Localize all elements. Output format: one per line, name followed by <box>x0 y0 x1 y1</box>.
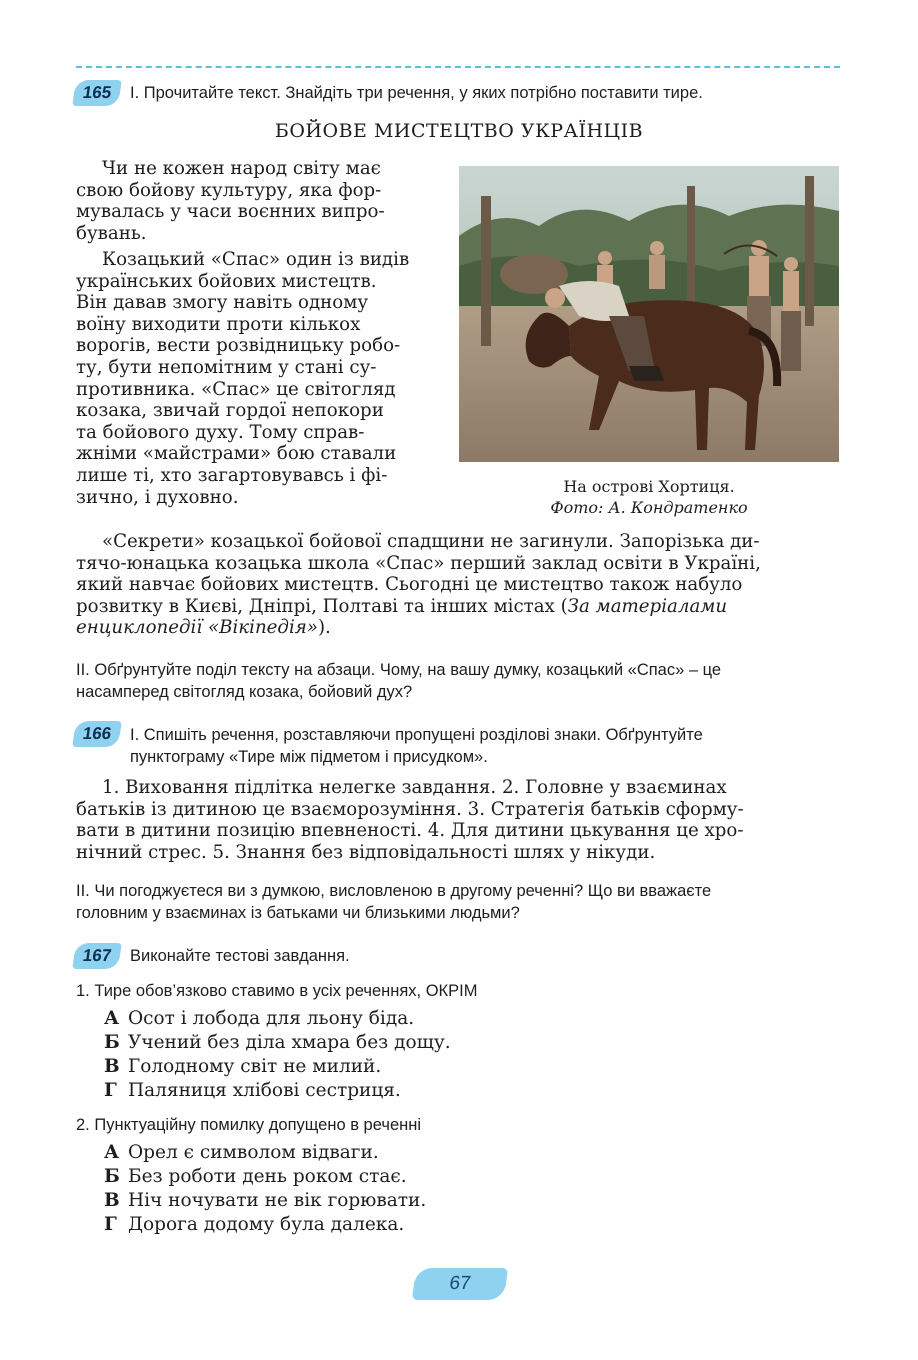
option-text: Орел є символом відваги. <box>128 1142 379 1163</box>
answer-option <box>104 1008 414 1030</box>
p2-line: українських бойових мистецтв. <box>76 270 377 292</box>
photo-caption: На острові Хортиця. <box>563 477 735 496</box>
task-line: ІІ. Обґрунтуйте поділ тексту на абзаци. Чому, на вашу думку, козацький «Спас» – це <box>76 661 722 679</box>
option-text: Голодному світ не милий. <box>128 1056 382 1077</box>
sentence-line: вати в дитини позицію впевненості. 4. Для дитини цькування це хро- <box>76 820 744 842</box>
task-line: насамперед світогляд козака, бойовий дух? <box>76 683 413 701</box>
p2-line: Козацький «Спас» один із видів <box>102 249 410 270</box>
sentence-line: нічний стрес. 5. Знання без відповідальності шлях у нікуди. <box>76 841 656 863</box>
answer-option <box>104 1166 407 1188</box>
option-text: Ніч ночувати не вік горювати. <box>128 1190 427 1211</box>
paragraph-3 <box>76 531 840 639</box>
exercise-165-instruction: І. Прочитайте текст. Знайдіть три речення, у яких потрібно поставити тире. <box>130 84 703 102</box>
p3-line: який навчає бойових мистецтв. Сьогодні це мистецтво також набуло <box>76 574 743 596</box>
answer-option <box>104 1142 379 1164</box>
option-letter: В <box>104 1190 120 1211</box>
test-question-2: 2. Пунктуаційну помилку допущено в реченні <box>76 1116 422 1134</box>
section-divider <box>76 66 840 68</box>
p2-line: Він давав змогу навіть одному <box>76 292 369 314</box>
option-letter: Б <box>104 1032 120 1053</box>
p2-line: та бойового духу. Тому справ- <box>76 421 365 443</box>
p1-line: свою бойову культуру, яка фор- <box>76 179 382 201</box>
p3-line <box>76 596 840 618</box>
p2-line: воїну виходити проти кількох <box>76 313 361 335</box>
p2-line: противника. «Спас» це світогляд <box>76 378 396 400</box>
p2-line: зично, і духовно. <box>76 486 239 508</box>
option-letter: А <box>104 1008 120 1029</box>
p3-line-text: ). <box>317 617 331 639</box>
option-text: Паляниця хлібові сестриця. <box>128 1080 401 1101</box>
exercise-number-166: 166 <box>72 721 122 747</box>
option-letter: А <box>104 1142 120 1163</box>
page-number-text: 67 <box>448 1273 473 1294</box>
paragraph-1 <box>76 158 438 244</box>
p2-line: лише ті, хто загартовувавсь і фі- <box>76 464 388 486</box>
p1-line: Чи не кожен народ світу має <box>102 158 381 179</box>
answer-option <box>104 1214 404 1236</box>
option-letter: Г <box>104 1214 117 1235</box>
option-letter: Г <box>104 1080 117 1101</box>
p1-line: мувалась у часи воєнних випро- <box>76 201 385 223</box>
task-line: І. Спишіть речення, розставляючи пропущені розділові знаки. Обґрунтуйте <box>130 726 703 744</box>
cossack-horse-photo <box>459 166 839 462</box>
source-reference: енциклопедії «Вікіпедія» <box>76 617 318 639</box>
option-text: Осот і лобода для льону біда. <box>128 1008 415 1029</box>
source-reference: За матеріалами <box>567 595 728 617</box>
option-text: Учений без діла хмара без дощу. <box>128 1032 451 1053</box>
p2-line: ту, бути непомітним у стані су- <box>76 356 377 378</box>
sentence-line: 1. Виховання підлітка нелегке завдання. 2. Головне у взаєминах <box>102 777 727 798</box>
exercise-167-instruction: Виконайте тестові завдання. <box>130 947 350 965</box>
p3-line: «Секрети» козацької бойової спадщини не загинули. Запорізька ди- <box>102 531 760 552</box>
photo-credit: Фото: А. Кондратенко <box>550 498 748 517</box>
answer-option <box>104 1190 426 1212</box>
task-line: ІІ. Чи погоджуєтеся ви з думкою, висловленою в другому реченні? Що ви вважаєте <box>76 882 712 900</box>
page-number <box>412 1268 508 1300</box>
exercise-166-sentences <box>76 777 840 863</box>
option-text: Без роботи день роком стає. <box>128 1166 407 1187</box>
exercise-number-165: 165 <box>72 80 122 106</box>
exercise-166-task-2 <box>76 880 840 924</box>
task-line: пунктограму «Тире між підметом і присудком». <box>130 748 488 766</box>
test-question-1: 1. Тире обов’язково ставимо в усіх реченнях, ОКРІМ <box>76 982 478 1000</box>
paragraph-2 <box>76 249 438 508</box>
p2-line: козака, звичай гордої непокори <box>76 400 384 422</box>
p2-line: ворогів, вести розвідницьку робо- <box>76 335 401 357</box>
p3-line: тячо-юнацька козацька школа «Спас» перший заклад освіти в Україні, <box>76 552 761 574</box>
option-letter: Б <box>104 1166 120 1187</box>
answer-option <box>104 1056 381 1078</box>
p2-line: жніми «майстрами» бою ставали <box>76 443 397 465</box>
exercise-165-task-2 <box>76 659 840 703</box>
p3-line <box>76 617 840 639</box>
option-letter: В <box>104 1056 120 1077</box>
p1-line: бувань. <box>76 222 147 244</box>
exercise-number-167: 167 <box>72 943 122 969</box>
task-line: головним у взаєминах із батьками чи близькими людьми? <box>76 904 520 922</box>
sentence-line: батьків із дитиною це взаєморозуміння. 3. Стратегія батьків сформу- <box>76 798 744 820</box>
answer-option <box>104 1032 451 1054</box>
text-title: БОЙОВЕ МИСТЕЦТВО УКРАЇНЦІВ <box>274 120 644 142</box>
answer-option <box>104 1080 401 1102</box>
exercise-166-instruction <box>130 724 840 768</box>
p3-line-text: розвитку в Києві, Дніпрі, Полтаві та інших містах ( <box>76 595 568 617</box>
option-text: Дорога додому була далека. <box>128 1214 405 1235</box>
